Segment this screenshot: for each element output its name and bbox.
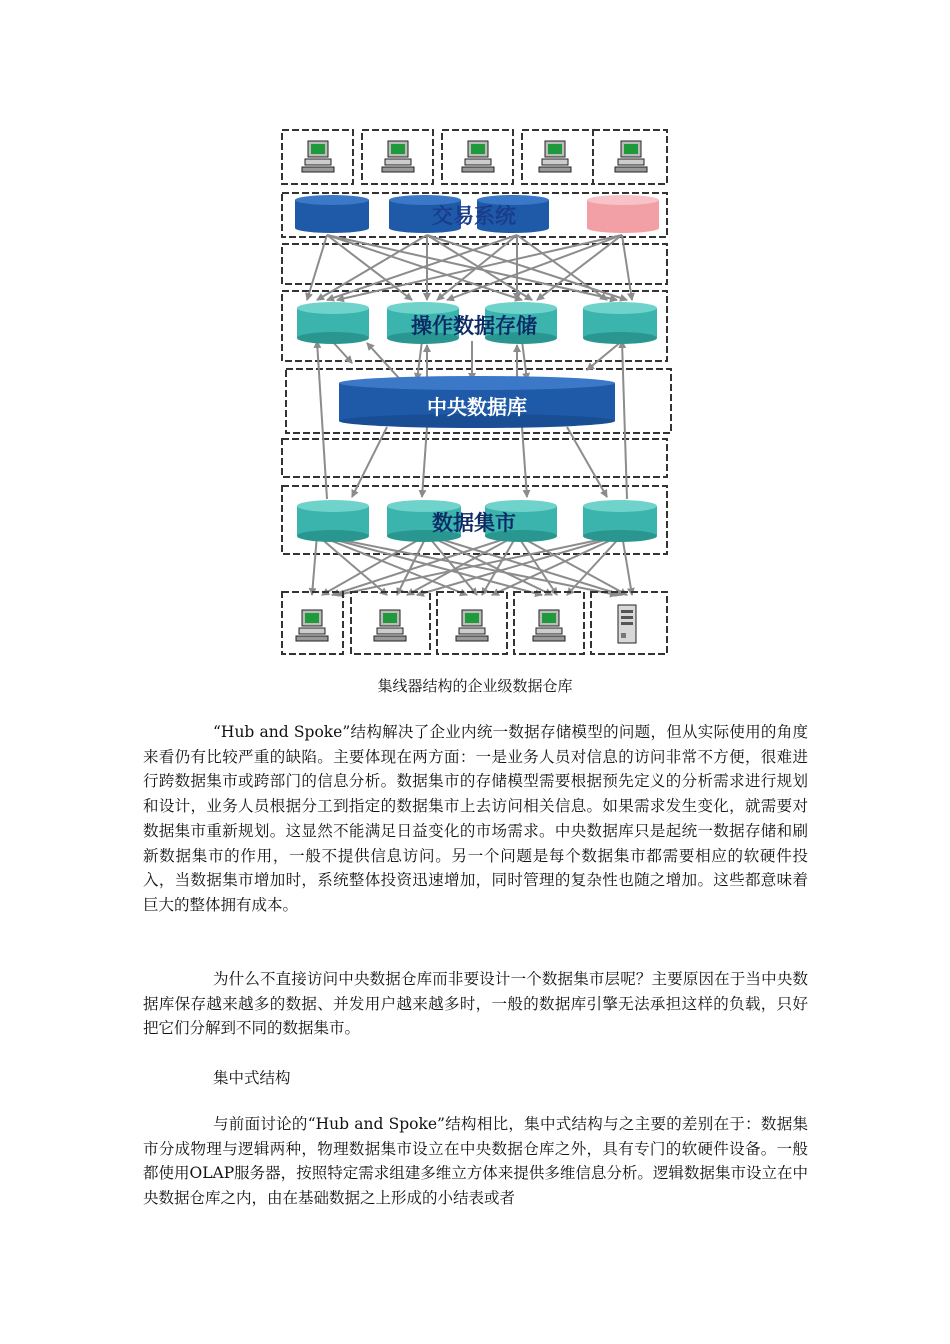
database-cylinder: [583, 500, 657, 542]
hub-and-spoke-diagram: [277, 125, 674, 663]
spacer-layer-frame: [282, 439, 667, 477]
database-cylinder: [297, 500, 369, 542]
top-client-row: [282, 130, 667, 184]
desktop-computer-icon: [533, 610, 565, 641]
body-paragraph: 为什么不直接访问中央数据仓库而非要设计一个数据集市层呢？主要原因在于当中央数据库保存越来越多的数据、并发用户越来越多时，一般的数据库引擎无法承担这样的负载，只好把它们分解到不同的数据集市。: [143, 970, 808, 1038]
datamart-label: 数据集市: [432, 511, 516, 535]
figure-caption: 集线器结构的企业级数据仓库: [377, 677, 573, 695]
section-heading: 集中式结构: [213, 1069, 291, 1087]
body-paragraph: 与前面讨论的“Hub and Spoke”结构相比，集中式结构与之主要的差别在于：数据集市分成物理与逻辑两种，物理数据集市设立在中央数据仓库之外，具有专门的软硬件设备。一般都使用OLAP服务器，按照特定需求组建多维立方体来提供多维信息分析。逻辑数据集市设立在中央数据仓库之内，由在基础数据之上形成的小结表或者: [143, 1115, 808, 1208]
desktop-computer-icon: [539, 141, 571, 172]
desktop-computer-icon: [302, 141, 334, 172]
database-cylinder: [295, 195, 369, 233]
ods-label: 操作数据存储: [411, 314, 537, 338]
transaction-system-label: 交易系统: [432, 204, 516, 228]
database-cylinder: [297, 302, 369, 344]
desktop-computer-icon: [296, 610, 328, 641]
desktop-computer-icon: [374, 610, 406, 641]
desktop-computer-icon: [456, 610, 488, 641]
body-paragraph: “Hub and Spoke”结构解决了企业内统一数据存储模型的问题，但从实际使用的角度来看仍有比较严重的缺陷。主要体现在两方面：一是业务人员对信息的访问非常不方便，很难进行跨数据集市或跨部门的信息分析。数据集市的存储模型需要根据预先定义的分析需求进行规划和设计，业务人员根据分工到指定的数据集市上去访问相关信息。如果需求发生变化，就需要对数据集市重新规划。这显然不能满足日益变化的市场需求。中央数据库只是起统一数据存储和刷新数据集市的作用，一般不提供信息访问。另一个问题是每个数据集市都需要相应的软硬件投入，当数据集市增加时，系统整体投资迅速增加，同时管理的复杂性也随之增加。这些都意味着巨大的整体拥有成本。: [143, 723, 808, 914]
desktop-computer-icon: [382, 141, 414, 172]
desktop-computer-icon: [462, 141, 494, 172]
desktop-computer-icon: [615, 141, 647, 172]
database-cylinder: [587, 195, 659, 233]
server-tower-icon: [618, 605, 636, 643]
bottom-client-row: [282, 592, 667, 654]
central-database-label: 中央数据库: [427, 395, 527, 419]
database-cylinder: [583, 302, 657, 344]
